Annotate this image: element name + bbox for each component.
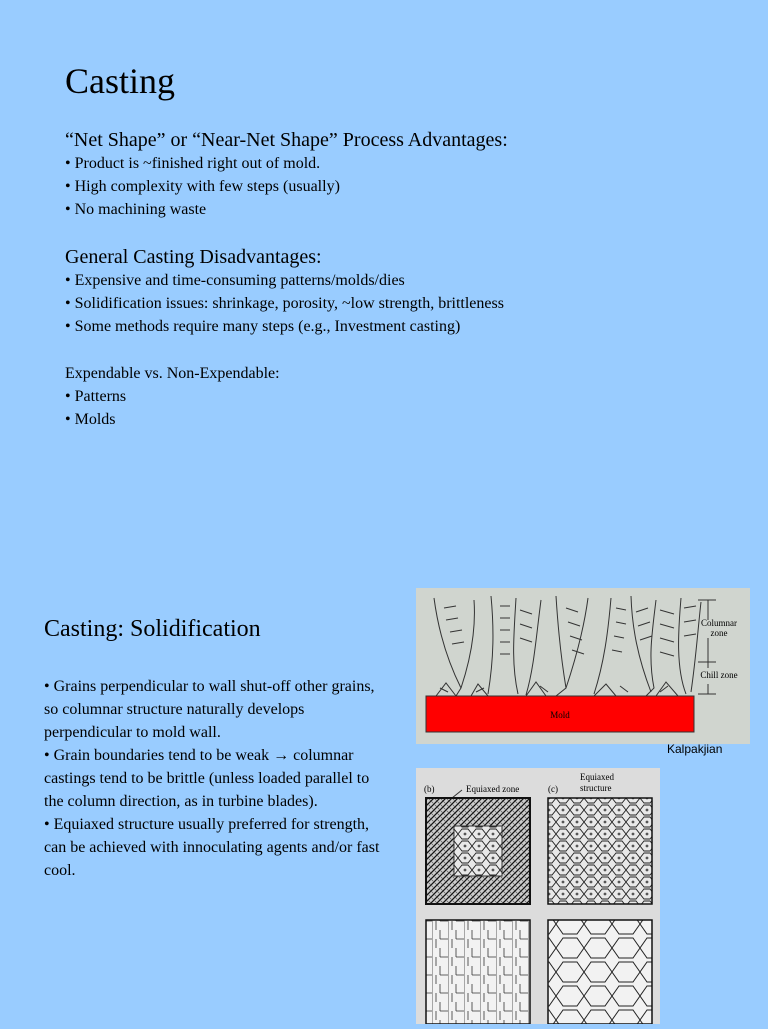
- equiaxed-zone-label: Equiaxed zone: [466, 784, 520, 794]
- advantages-list: [65, 152, 508, 221]
- columnar-zone-label: zone: [710, 628, 728, 638]
- disadvantages-heading: General Casting Disadvantages:: [65, 246, 322, 268]
- expendable-list: [65, 385, 280, 431]
- equiaxed-structure-label: Equiaxed: [580, 772, 614, 782]
- columnar-grain-diagram: [416, 588, 750, 744]
- list-item: • High complexity with few steps (usually): [65, 178, 340, 195]
- equiaxed-figure: [416, 768, 660, 1024]
- large-grain-micrograph: [548, 920, 652, 1024]
- expendable-section: [65, 362, 280, 431]
- paragraph: • Grains perpendicular to wall shut-off other grains, so columnar structure naturally develops perpendicular to mold wall.: [44, 678, 375, 741]
- chill-zone-label: Chill zone: [700, 670, 738, 680]
- list-item: • Product is ~finished right out of mold.: [65, 155, 321, 172]
- equiaxed-structure-label: structure: [580, 783, 612, 793]
- advantages-heading: “Net Shape” or “Near-Net Shape” Process Advantages:: [65, 129, 508, 151]
- solidification-body: [44, 675, 384, 882]
- figure-caption: Kalpakjian: [667, 742, 723, 756]
- columnar-zone-label: Columnar: [701, 618, 737, 628]
- list-item: • Expensive and time-consuming patterns/molds/dies: [65, 272, 405, 289]
- list-item: • Patterns: [65, 388, 127, 405]
- slide-title: Casting: [65, 61, 176, 101]
- list-item: • Some methods require many steps (e.g., Investment casting): [65, 318, 461, 335]
- mold-label: Mold: [550, 710, 570, 720]
- advantages-section: [65, 128, 508, 221]
- figure-label-b: (b): [424, 784, 435, 794]
- paragraph: • Grain boundaries tend to be weak → columnar castings tend to be brittle (unless loaded parallel to the column direction, as in turbine blades).: [44, 747, 370, 810]
- solidification-title: Casting: Solidification: [44, 616, 261, 642]
- columnar-micrograph: [426, 920, 530, 1024]
- list-item: • No machining waste: [65, 201, 207, 218]
- disadvantages-list: [65, 269, 504, 338]
- paragraph: • Equiaxed structure usually preferred for strength, can be achieved with innoculating agents and/or fast cool.: [44, 816, 380, 879]
- disadvantages-section: [65, 245, 504, 338]
- columnar-grain-figure: [416, 588, 750, 744]
- equiaxed-structure-micrograph: [548, 798, 652, 904]
- equiaxed-diagram: [416, 768, 660, 1024]
- list-item: • Molds: [65, 411, 116, 428]
- figure-label-c: (c): [548, 784, 558, 794]
- expendable-heading: Expendable vs. Non-Expendable:: [65, 365, 280, 382]
- list-item: • Solidification issues: shrinkage, porosity, ~low strength, brittleness: [65, 295, 504, 312]
